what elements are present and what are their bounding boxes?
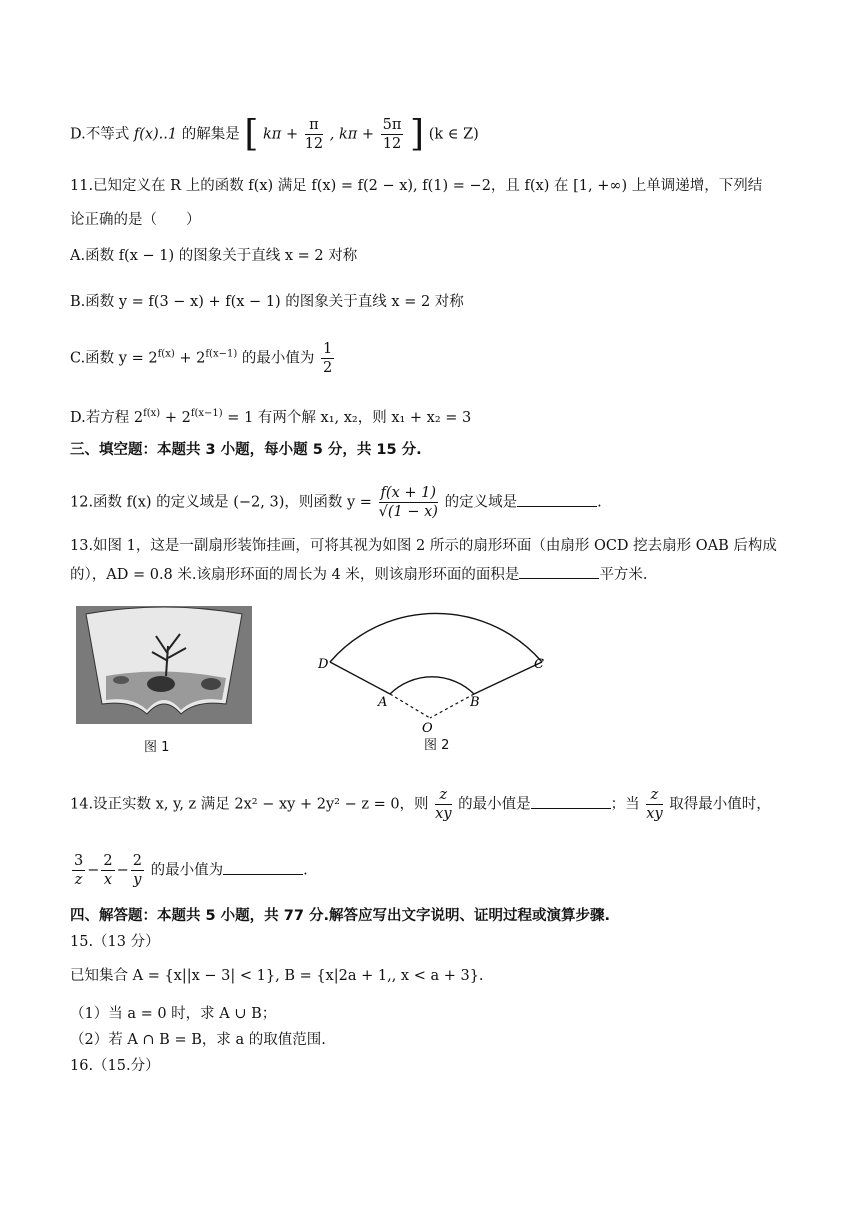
frac-num: f(x + 1) xyxy=(380,485,436,501)
optc-exp2: f(x−1) xyxy=(205,348,238,360)
optd-exp2: f(x−1) xyxy=(190,408,223,419)
q13-line2 xyxy=(70,564,648,585)
q16-title: 16.（15.分） xyxy=(70,1058,160,1074)
q11-stem-line1: 11.已知定义在 R 上的函数 f(x) 满足 f(x) = f(2 − x), f(1) = −2，且 f(x) 在 [1, +∞) 上单调递增，下列结 xyxy=(70,178,763,194)
section3-heading: 三、填空题：本题共 3 小题，每小题 5 分，共 15 分. xyxy=(70,442,422,458)
label-o: O xyxy=(422,721,433,736)
minus-sign: − xyxy=(87,862,100,879)
q10-optd-mid: 的解集是 xyxy=(181,126,240,143)
q10-option-d xyxy=(70,113,479,155)
q11-option-b: B.函数 y = f(3 − x) + f(x − 1) 的图象关于直线 x = 2 对称 xyxy=(70,294,464,310)
q14-mid3: 取得最小值时， xyxy=(669,796,771,813)
q11-option-c xyxy=(70,340,336,377)
z-over-xy xyxy=(435,786,451,823)
q14-mid: 的最小值是 xyxy=(458,796,531,813)
frac-num: 3 xyxy=(74,853,84,869)
inner-arc xyxy=(390,677,474,694)
optc-prefix: C.函数 y = 2 xyxy=(70,350,158,367)
q15-part2: （2）若 A ∩ B = B，求 a 的取值范围. xyxy=(70,1032,326,1048)
right-bracket: ] xyxy=(410,113,425,155)
frac-den: xy xyxy=(435,806,452,822)
answer-blank[interactable] xyxy=(519,564,599,579)
optc-exp1: f(x) xyxy=(157,348,175,360)
q11-stem-line2: 论正确的是（ ） xyxy=(70,212,201,228)
q14-mid2: ；当 xyxy=(610,796,640,813)
q10-optd-fx: f(x)..1 xyxy=(133,126,178,143)
q14-prefix: 14.设正实数 x, y, z 满足 2x² − xy + 2y² − z = 0，则 xyxy=(70,796,429,813)
minus-sign: − xyxy=(116,862,129,879)
frac-num: z xyxy=(646,786,662,805)
q14-suffix: 的最小值为 xyxy=(150,862,224,879)
label-d: D xyxy=(318,657,329,672)
q10-optd-prefix: D.不等式 xyxy=(70,126,130,143)
frac-den: 12 xyxy=(304,136,324,152)
frac-den: x xyxy=(103,872,113,888)
q12-fraction xyxy=(379,484,438,521)
segment-ao xyxy=(390,694,430,718)
k-in-z: (k ∈ Z) xyxy=(428,126,479,143)
q11-option-d xyxy=(70,404,471,428)
q12-suffix: 的定义域是 xyxy=(444,494,518,511)
q12-prefix: 12.函数 f(x) 的定义域是 (−2, 3)，则函数 y = xyxy=(70,494,372,511)
optc-suffix: 的最小值为 xyxy=(237,350,315,367)
interval-end: , kπ + xyxy=(329,126,375,143)
frac-num: z xyxy=(435,786,451,805)
label-b: B xyxy=(470,695,480,710)
segment-da xyxy=(330,662,390,694)
fig1-caption: 图 1 xyxy=(144,740,170,755)
interval-start: kπ + xyxy=(263,126,299,143)
q13-line2-suffix: 平方米. xyxy=(599,567,648,583)
segment-cb xyxy=(474,662,542,694)
optc-mid: + 2 xyxy=(174,350,206,367)
optd-exp1: f(x) xyxy=(143,408,161,419)
frac-den: 12 xyxy=(382,136,402,152)
z-over-xy-2 xyxy=(646,786,662,823)
section4-heading: 四、解答题：本题共 5 小题，共 77 分.解答应写出文字说明、证明过程或演算步骤. xyxy=(70,908,610,924)
q15-title: 15.（13 分） xyxy=(70,934,160,950)
q12 xyxy=(70,484,602,521)
one-half xyxy=(321,340,334,377)
frac-den: √(1 − x) xyxy=(378,504,438,520)
two-over-x xyxy=(101,852,114,889)
three-over-z xyxy=(72,852,85,889)
label-a: A xyxy=(378,695,388,710)
answer-blank[interactable] xyxy=(223,860,303,875)
frac-num: 1 xyxy=(322,341,333,357)
optd-suffix: = 1 有两个解 x₁, x₂，则 x₁ + x₂ = 3 xyxy=(222,409,472,426)
frac-den: 2 xyxy=(322,360,333,376)
fig2-caption: 图 2 xyxy=(424,738,450,753)
optd-mid: + 2 xyxy=(160,409,191,426)
q12-end: . xyxy=(597,494,602,511)
fan-painting-figure xyxy=(76,606,252,724)
outer-arc xyxy=(330,613,542,662)
frac-den: y xyxy=(133,872,142,888)
frac-num: 5π xyxy=(382,117,402,133)
two-over-y xyxy=(131,852,144,889)
q13-line2-prefix: 的），AD = 0.8 米.该扇形环面的周长为 4 米，则该扇形环面的面积是 xyxy=(70,567,520,583)
q15-stem: 已知集合 A = {x||x − 3| < 1}, B = {x|2a + 1,, x < a + 3}. xyxy=(70,968,484,984)
segment-bo xyxy=(430,694,474,718)
optd-prefix: D.若方程 2 xyxy=(70,409,144,426)
q15-part1: （1）当 a = 0 时，求 A ∪ B； xyxy=(70,1006,277,1022)
frac-den: z xyxy=(74,872,83,888)
q14-line2 xyxy=(70,852,308,889)
frac-den: xy xyxy=(646,806,663,822)
frac-num: 2 xyxy=(103,853,113,869)
q11-option-a: A.函数 f(x − 1) 的图象关于直线 x = 2 对称 xyxy=(70,248,358,264)
answer-blank[interactable] xyxy=(531,794,611,809)
frac-num: π xyxy=(305,116,323,135)
answer-blank[interactable] xyxy=(517,492,597,507)
frac-num: 2 xyxy=(132,853,143,869)
annular-sector-diagram xyxy=(316,594,556,754)
five-pi-over-12 xyxy=(381,116,404,153)
label-c: C xyxy=(534,657,544,672)
left-bracket: [ xyxy=(244,113,259,155)
q14-line1 xyxy=(70,786,771,823)
q14-end: . xyxy=(303,862,308,879)
q13-line1: 13.如图 1，这是一副扇形装饰挂画，可将其视为如图 2 所示的扇形环面（由扇形 OCD 挖去扇形 OAB 后构成 xyxy=(70,538,777,554)
pi-over-12 xyxy=(305,116,323,153)
